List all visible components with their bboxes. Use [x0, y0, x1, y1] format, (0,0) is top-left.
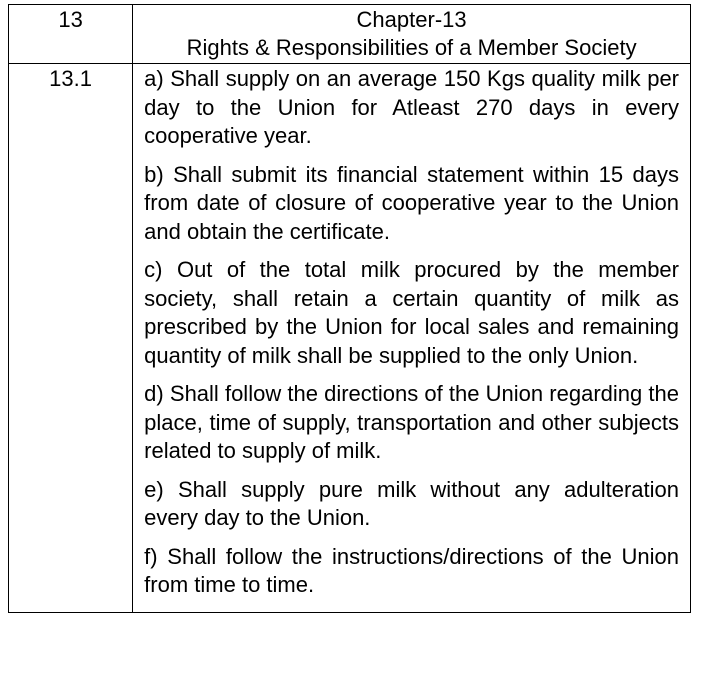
clause-f: f) Shall follow the instructions/directions of the Union from time to time. — [144, 543, 679, 597]
section-row — [9, 64, 691, 613]
chapter-number: 13 — [9, 5, 133, 64]
clause-d: d) Shall follow the directions of the Union regarding the place, time of supply, transportation and other subjects related to supply of milk. — [144, 381, 679, 463]
clause-e: e) Shall supply pure milk without any adulteration every day to the Union. — [144, 476, 679, 530]
chapter-table — [8, 4, 691, 613]
clause-a: a) Shall supply on an average 150 Kgs quality milk per day to the Union for Atleast 270 days in every cooperative year. — [144, 66, 679, 148]
clause-c: c) Out of the total milk procured by the member society, shall retain a certain quantity of milk as prescribed by the Union for local sales and remaining quantity of milk shall be supplied to the only Union. — [144, 257, 679, 368]
chapter-header-row — [9, 5, 691, 64]
clause-b: b) Shall submit its financial statement within 15 days from date of closure of cooperative year to the Union and obtain the certificate. — [144, 161, 679, 244]
chapter-subtitle: Rights & Responsibilities of a Member Society — [186, 35, 637, 60]
section-number: 13.1 — [9, 64, 133, 613]
section-body — [133, 64, 691, 613]
chapter-heading — [133, 5, 691, 64]
chapter-title: Chapter-13 — [356, 7, 467, 32]
